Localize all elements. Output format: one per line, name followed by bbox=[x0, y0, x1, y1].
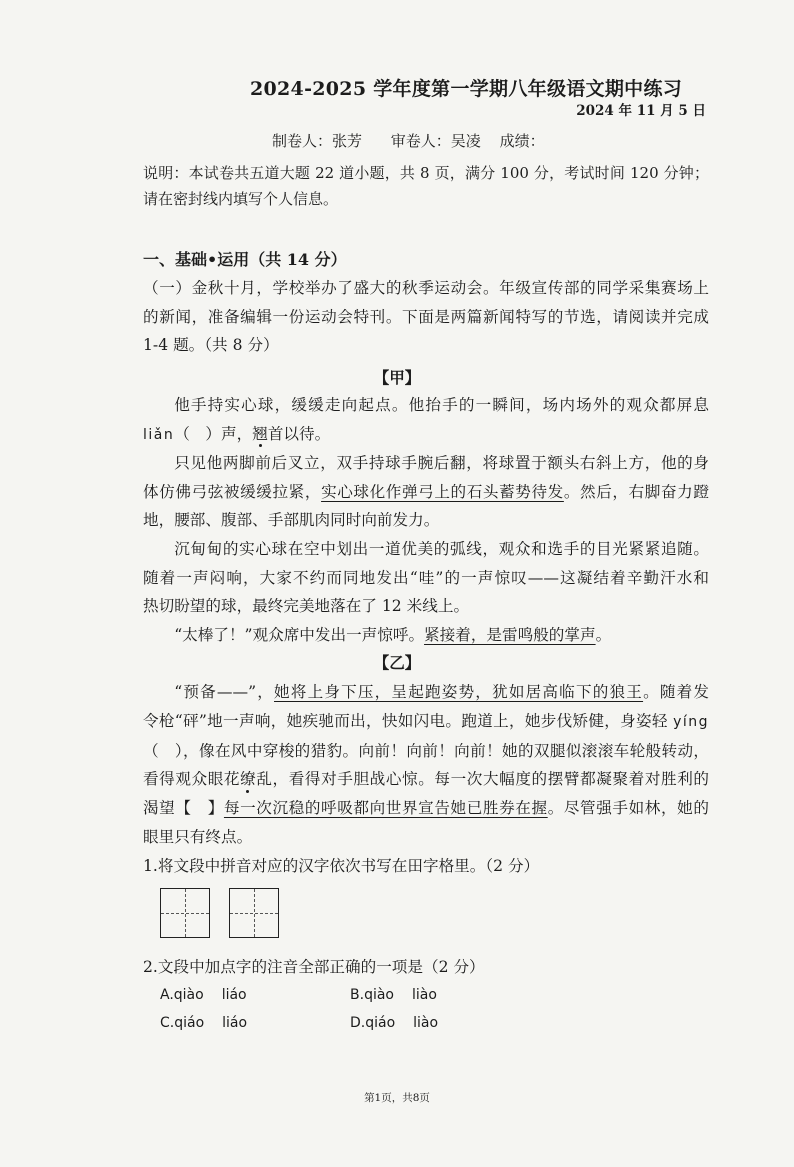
text-segment: 令枪“砰”地一声响，她疾驰而出，快如闪电。跑道上，她步伐矫健，身姿轻 bbox=[143, 711, 674, 730]
reviewer: 审卷人：吴凌 bbox=[390, 132, 481, 150]
instructions bbox=[143, 160, 709, 212]
question-2: 2.文段中加点字的注音全部正确的一项是（2 分） bbox=[143, 958, 485, 976]
section-heading: 一、基础•运用（共 14 分） bbox=[143, 250, 347, 269]
text-segment: “太棒了！”观众席中发出一声惊呼。 bbox=[174, 625, 425, 644]
passage-yi-label: 【乙】 bbox=[373, 653, 421, 672]
text-segment: 他手持实心球，缓缓走向起点。他抬手的一瞬间，场内场外的观众都屏息 bbox=[174, 396, 709, 414]
grid-guide-vertical bbox=[185, 889, 186, 937]
text-segment: 眼里只有终点。 bbox=[143, 827, 253, 846]
passage-jia-label: 【甲】 bbox=[373, 368, 421, 387]
underlined-sentence: 紧接着，是雷鸣般的掌声 bbox=[424, 625, 596, 644]
passage-line bbox=[143, 535, 709, 564]
option-label: C. bbox=[160, 1015, 175, 1031]
staff-line bbox=[272, 130, 545, 151]
passage-line bbox=[143, 478, 709, 507]
passage-line bbox=[143, 707, 709, 737]
option-label: D. bbox=[350, 1015, 366, 1031]
option-reading-2: liào bbox=[411, 987, 437, 1003]
option-reading-1: qiào bbox=[173, 987, 204, 1003]
passage-line bbox=[143, 564, 709, 593]
text-segment: 。然后，右脚奋力蹬 bbox=[563, 482, 709, 501]
passage-line bbox=[143, 678, 709, 707]
passage-yi bbox=[143, 678, 709, 852]
exam-date: 2024 年 11 月 5 日 bbox=[576, 103, 706, 119]
dotted-character: 缭 bbox=[240, 765, 256, 794]
section-intro bbox=[143, 274, 709, 360]
text-segment: 地，腰部、腹部、手部肌肉同时向前发力。 bbox=[143, 511, 440, 530]
dotted-character: 翘 bbox=[252, 420, 268, 449]
passage-line bbox=[143, 794, 709, 823]
option-d bbox=[350, 1008, 438, 1037]
passage-line bbox=[143, 823, 709, 852]
underlined-sentence: 每一次沉稳的呼吸都向世界宣告她已胜券在握 bbox=[223, 799, 548, 818]
passage-line bbox=[143, 391, 709, 420]
option-label: B. bbox=[350, 987, 365, 1003]
tianzi-grid-1 bbox=[160, 888, 210, 938]
option-c bbox=[160, 1008, 247, 1037]
passage-line bbox=[143, 449, 709, 478]
option-reading-2: liào bbox=[413, 1015, 439, 1031]
text-segment: 乱，看得对手胆战心惊。每一次大幅度的摆臂都凝聚着对胜利的 bbox=[255, 770, 709, 789]
passage-line bbox=[143, 506, 709, 535]
score-label: 成绩： bbox=[499, 132, 545, 150]
maker: 制卷人：张芳 bbox=[272, 132, 363, 150]
option-reading-1: qiáo bbox=[365, 1015, 396, 1031]
text-segment: 只见他两脚前后叉立，双手持球手腕后翻，将球置于额头右斜上方，他的身 bbox=[174, 454, 709, 473]
pinyin-prompt: liǎn bbox=[143, 426, 175, 443]
intro-line: （一）金秋十月，学校举办了盛大的秋季运动会。年级宣传部的同学采集赛场上 bbox=[143, 279, 709, 297]
option-b bbox=[350, 980, 437, 1009]
text-segment: 热切盼望的球，最终完美地落在了 12 米线上。 bbox=[143, 597, 470, 616]
text-segment: 首以待。 bbox=[267, 424, 331, 443]
passage-line bbox=[143, 737, 709, 766]
grid-guide-vertical bbox=[254, 889, 255, 937]
intro-line: 1-4 题。（共 8 分） bbox=[143, 336, 279, 354]
pinyin-prompt: yíng bbox=[673, 713, 709, 730]
text-segment: 。尽管强手如林，她的 bbox=[547, 799, 709, 818]
instructions-line: 请在密封线内填写个人信息。 bbox=[143, 190, 339, 208]
text-segment: 看得观众眼花 bbox=[143, 770, 241, 789]
option-reading-2: liáo bbox=[222, 1015, 248, 1031]
option-reading-2: liáo bbox=[221, 987, 247, 1003]
option-label: A. bbox=[160, 987, 174, 1003]
text-segment: 。 bbox=[595, 625, 612, 644]
exam-title: 2024-2025 学年度第一学期八年级语文期中练习 bbox=[250, 78, 683, 100]
underlined-sentence: 她将上身下压，呈起跑姿势，犹如居高临下的狼王 bbox=[274, 683, 644, 701]
text-segment: 渴望【 】 bbox=[143, 799, 224, 818]
passage-line bbox=[143, 765, 709, 794]
text-segment: （ ），像在风中穿梭的猎豹。向前！向前！向前！她的双腿似滚滚车轮般转动， bbox=[143, 741, 709, 760]
intro-line: 的新闻，准备编辑一份运动会特刊。下面是两篇新闻特写的节选，请阅读并完成 bbox=[143, 307, 709, 326]
text-segment: 体仿佛弓弦被缓缓拉紧， bbox=[143, 482, 322, 501]
option-reading-1: qiáo bbox=[174, 1015, 205, 1031]
passage-line bbox=[143, 592, 709, 621]
option-reading-1: qiào bbox=[364, 987, 394, 1003]
question-1: 1.将文段中拼音对应的汉字依次书写在田字格里。（2 分） bbox=[143, 857, 540, 875]
passage-line bbox=[143, 420, 709, 450]
passage-line bbox=[143, 621, 709, 650]
passage-jia bbox=[143, 391, 709, 649]
tianzi-grid-2 bbox=[229, 888, 279, 938]
page-number: 第1页，共8页 bbox=[364, 1092, 430, 1104]
text-segment: “预备——”， bbox=[174, 683, 275, 701]
option-a bbox=[160, 980, 247, 1009]
text-segment: 沉甸甸的实心球在空中划出一道优美的弧线，观众和选手的目光紧紧追随。 bbox=[174, 539, 709, 558]
text-segment: 随着一声闷响，大家不约而同地发出“哇”的一声惊叹——这凝结着辛勤汗水和 bbox=[143, 568, 709, 587]
underlined-sentence: 实心球化作弹弓上的石头蓄势待发 bbox=[321, 482, 564, 501]
text-segment: （ ）声， bbox=[174, 424, 253, 443]
instructions-line: 说明：本试卷共五道大题 22 道小题，共 8 页，满分 100 分，考试时间 120 分钟； bbox=[143, 164, 709, 182]
text-segment: 。随着发 bbox=[643, 683, 709, 701]
